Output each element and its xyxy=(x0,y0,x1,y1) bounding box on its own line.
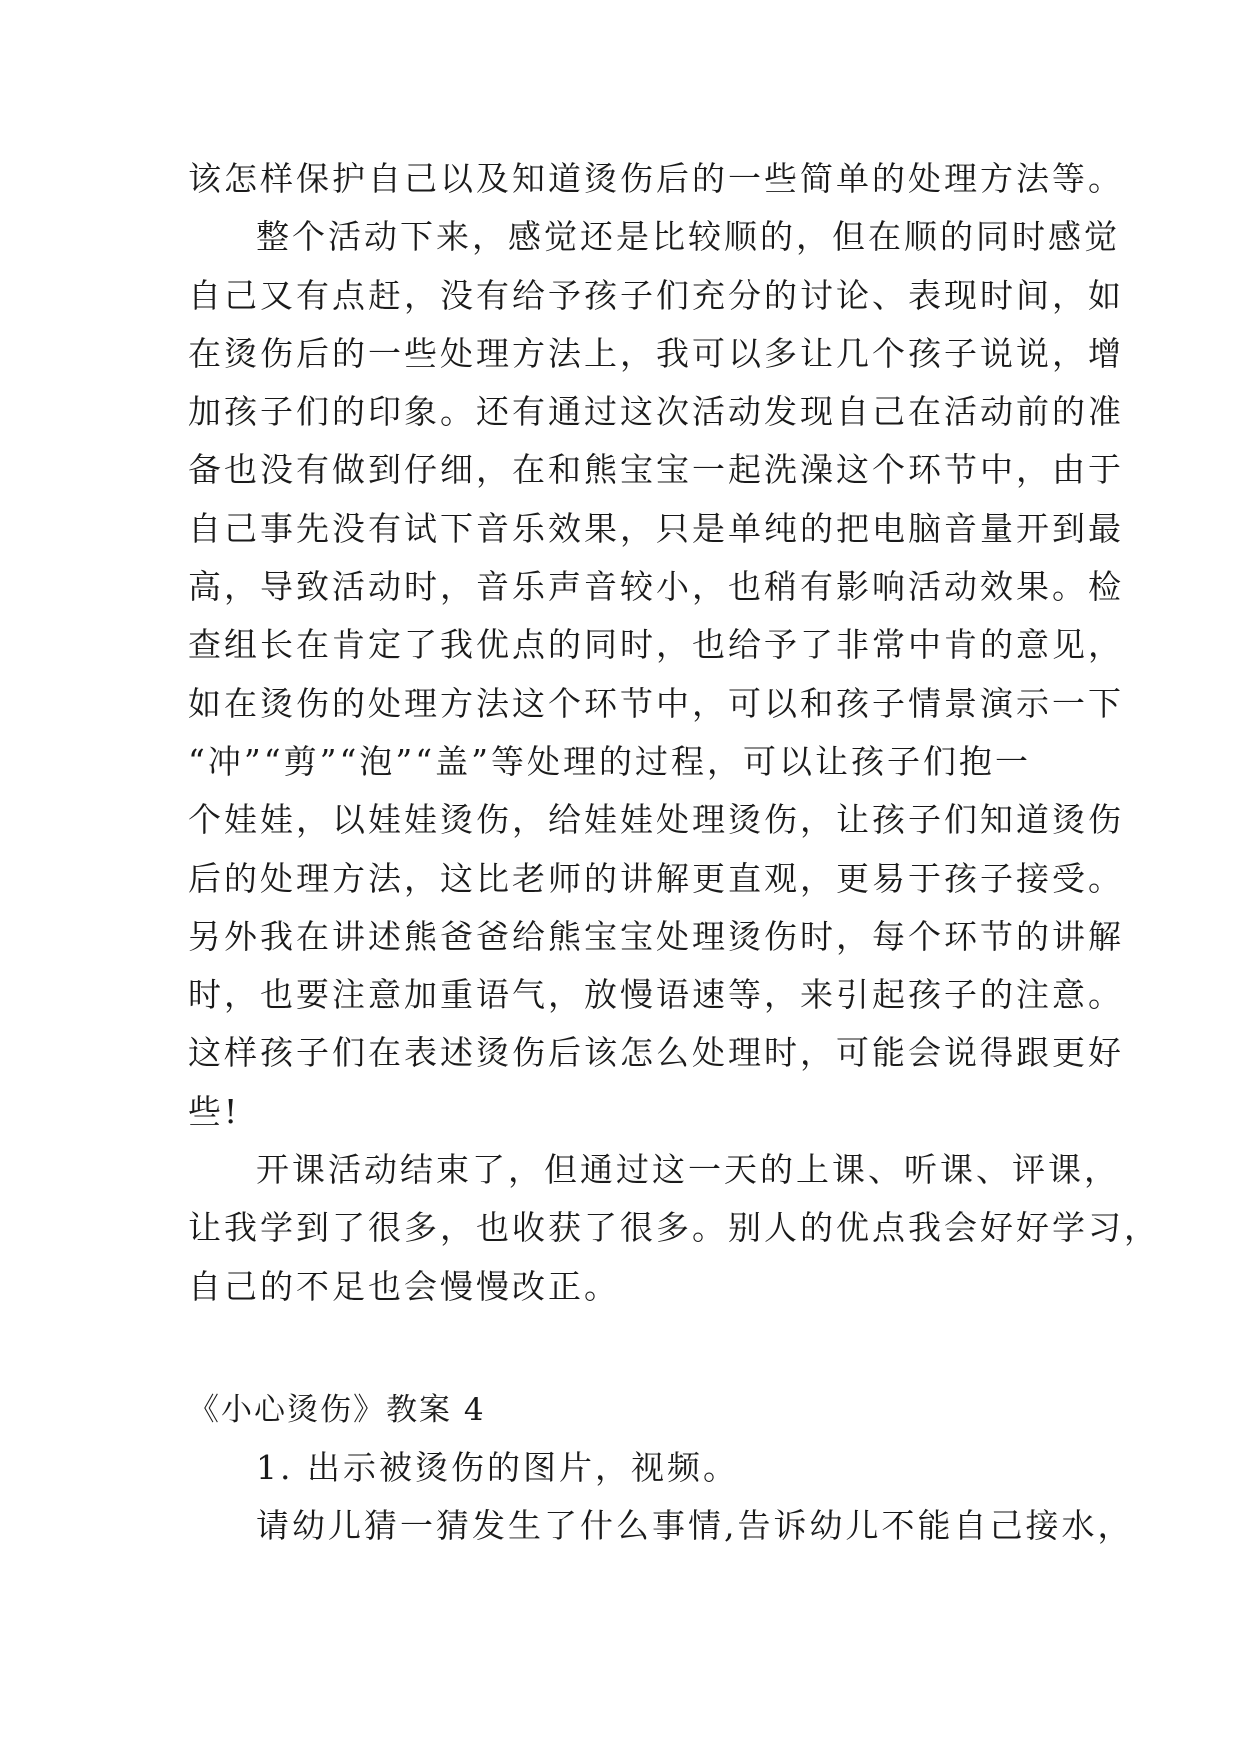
text-line: 查组长在肯定了我优点的同时，也给予了非常中肯的意见， xyxy=(188,625,1124,665)
paragraph-conclusion xyxy=(188,1141,1160,1316)
text-line: 自己的不足也会慢慢改正。 xyxy=(188,1266,620,1306)
text-line: 加孩子们的印象。还有通过这次活动发现自己在活动前的准 xyxy=(188,392,1124,432)
text-line: 在烫伤后的一些处理方法上，我可以多让几个孩子说说，增 xyxy=(188,333,1124,373)
section-title: 《小心烫伤》教案 4 xyxy=(188,1391,486,1428)
text-line: 另外我在讲述熊爸爸给熊宝宝处理烫伤时，每个环节的讲解 xyxy=(188,916,1124,956)
text-line: 高，导致活动时，音乐声音较小，也稍有影响活动效果。检 xyxy=(188,567,1124,607)
text-line: 后的处理方法，这比老师的讲解更直观，更易于孩子接受。 xyxy=(188,858,1124,898)
document-body xyxy=(188,150,1160,1556)
section-body xyxy=(188,1439,1134,1556)
text-line: 自己事先没有试下音乐效果，只是单纯的把电脑音量开到最 xyxy=(188,508,1124,548)
text-line: 让我学到了很多，也收获了很多。别人的优点我会好好学习， xyxy=(188,1208,1160,1248)
text-line: 开课活动结束了，但通过这一天的上课、听课、评课， xyxy=(256,1150,1120,1190)
text-line: 如在烫伤的处理方法这个环节中，可以和孩子情景演示一下 xyxy=(188,683,1124,723)
paragraph-continuation xyxy=(188,150,1124,208)
text-line: 整个活动下来，感觉还是比较顺的，但在顺的同时感觉 xyxy=(256,217,1120,257)
text-line: 这样孩子们在表述烫伤后该怎么处理时，可能会说得跟更好 xyxy=(188,1033,1124,1073)
text-line: 该怎样保护自己以及知道烫伤后的一些简单的处理方法等。 xyxy=(188,159,1124,198)
text-line: 1. 出示被烫伤的图片，视频。 xyxy=(256,1447,739,1487)
paragraph-reflection xyxy=(188,208,1124,1141)
text-line: 备也没有做到仔细，在和熊宝宝一起洗澡这个环节中，由于 xyxy=(188,450,1124,490)
text-line: 个娃娃，以娃娃烫伤，给娃娃处理烫伤，让孩子们知道烫伤 xyxy=(188,800,1124,840)
text-line: 时，也要注意加重语气，放慢语速等，来引起孩子的注意。 xyxy=(188,975,1124,1015)
text-line: 自己又有点赶，没有给予孩子们充分的讨论、表现时间，如 xyxy=(188,275,1124,315)
text-line: 请幼儿猜一猜发生了什么事情,告诉幼儿不能自己接水， xyxy=(256,1506,1134,1546)
text-line: 些! xyxy=(188,1091,241,1131)
text-line: “冲”“剪”“泡”“盖”等处理的过程，可以让孩子们抱一 xyxy=(188,741,1031,781)
